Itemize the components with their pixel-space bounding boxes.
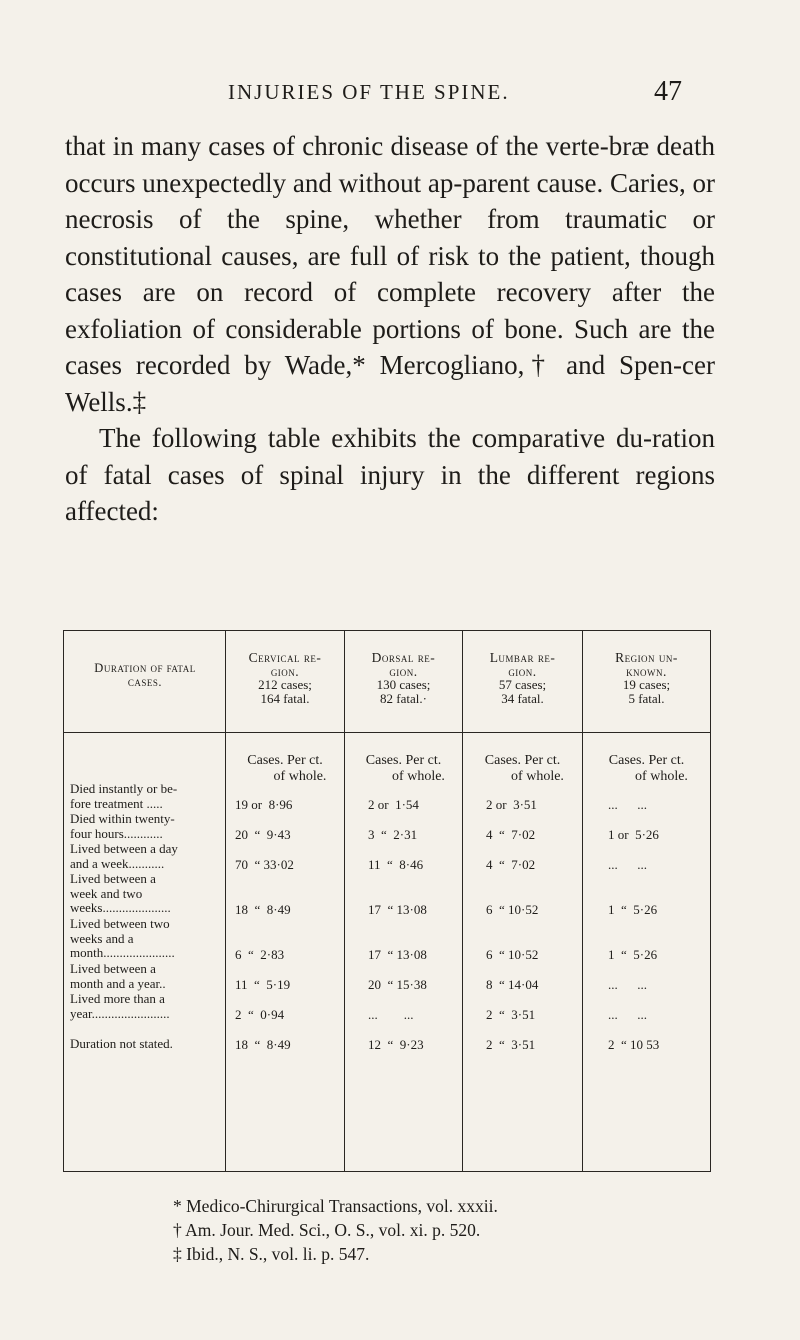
subheader-line: Cases. Per ct.	[484, 753, 561, 768]
header-line: 164 fatal.	[260, 691, 310, 706]
row-label-line: four hours............	[70, 825, 163, 841]
table-cell: 1 or 5·26	[608, 827, 659, 842]
subheader-line: Cases. Per ct.	[247, 753, 323, 768]
header-line: gion.	[389, 663, 418, 679]
row-label-line: and a week...........	[70, 855, 165, 871]
header-rule	[64, 732, 710, 733]
table-cell: 2 or 1·54	[368, 797, 419, 812]
table-cell: 18 “ 8·49	[235, 902, 291, 917]
unknown-region-header	[583, 651, 710, 706]
header-line: Cervical re-	[248, 650, 322, 665]
subheader-line: of whole.	[392, 769, 445, 784]
table-cell: 2 “ 10 53	[608, 1037, 660, 1052]
footnotes	[173, 1194, 498, 1266]
row-label	[70, 782, 224, 811]
page-number: 47	[654, 76, 682, 107]
table-cell: 70 “ 33·02	[235, 857, 294, 872]
subheader-line: Cases. Per ct.	[365, 753, 442, 768]
footnote-1: * Medico-Chirurgical Transactions, vol. xxxii.	[173, 1196, 498, 1216]
header-line: gion.	[508, 663, 537, 679]
table-cell: 6 “ 10·52	[486, 947, 539, 962]
header-line: known.	[626, 663, 667, 679]
column-rule	[225, 631, 226, 1171]
body-text	[65, 128, 715, 530]
duration-header-line: Duration of fatal	[94, 661, 196, 675]
row-label-line: week and two	[70, 885, 143, 901]
row-label-line: Died within twenty-	[70, 811, 175, 826]
running-title: INJURIES OF THE SPINE.	[228, 80, 510, 104]
column-rule	[582, 631, 583, 1171]
header-line: 130 cases;	[376, 677, 431, 692]
header-line: Dorsal re-	[371, 650, 436, 665]
header-line: 34 fatal.	[501, 691, 544, 706]
running-header	[0, 76, 800, 110]
row-label-line: Lived more than a	[70, 991, 165, 1006]
table-cell: 20 “ 9·43	[235, 827, 291, 842]
table-cell: ... ...	[608, 977, 647, 992]
table-cell: 6 “ 10·52	[486, 902, 539, 917]
subheader-line: of whole.	[635, 769, 688, 784]
table-cell: 2 “ 3·51	[486, 1037, 536, 1052]
table-cell: 2 “ 0·94	[235, 1007, 285, 1022]
cervical-header	[226, 651, 344, 706]
row-label-line: Lived between a day	[70, 841, 178, 856]
row-label-line: Lived between a	[70, 871, 156, 886]
table-cell: ... ...	[368, 1007, 414, 1022]
row-label-line: month and a year..	[70, 975, 166, 991]
row-label	[70, 842, 224, 871]
row-label	[70, 992, 224, 1021]
subheader	[226, 753, 344, 785]
subheader	[463, 753, 582, 785]
row-label-line: Duration not stated.	[70, 1036, 173, 1051]
table-cell: 8 “ 14·04	[486, 977, 539, 992]
table-cell: 2 “ 3·51	[486, 1007, 536, 1022]
paragraph-2: The following table exhibits the comparative du-ration of fatal cases of spinal injury in the different regions affected:	[65, 423, 715, 526]
row-label-line: year........................	[70, 1005, 170, 1021]
footnote-2: † Am. Jour. Med. Sci., O. S., vol. xi. p. 520.	[173, 1220, 481, 1240]
row-label-line: Died instantly or be-	[70, 781, 178, 796]
row-label	[70, 917, 224, 961]
column-rule	[344, 631, 345, 1171]
row-label-line: weeks and a	[70, 930, 134, 946]
header-line: 19 cases;	[622, 677, 671, 692]
header-line: Lumbar re-	[489, 650, 556, 665]
paragraph-1: that in many cases of chronic disease of the verte-bræ death occurs unexpectedly and without ap-parent cause. Caries, or necrosis of the spine, whether from traumatic or constitutional causes, are full of risk to the patient, though cases are on record of complete recovery after the exfoliation of considerable portions of bone. Such are the cases recorded by Wade,* Mercogliano,† and Spen-cer Wells.‡	[65, 131, 716, 417]
row-label-line: Lived between two	[70, 916, 170, 931]
table-cell: 19 or 8·96	[235, 797, 293, 812]
row-label-line: Lived between a	[70, 961, 156, 976]
table-cell: 6 “ 2·83	[235, 947, 285, 962]
subheader-line: Cases. Per ct.	[608, 753, 685, 768]
table-cell: 1 “ 5·26	[608, 947, 658, 962]
duration-table	[63, 630, 711, 1172]
subheader-line: of whole.	[273, 769, 327, 784]
header-line: Region un-	[615, 650, 678, 665]
row-label-line: weeks.....................	[70, 900, 171, 915]
table-cell: 17 “ 13·08	[368, 902, 427, 917]
table-cell: 2 or 3·51	[486, 797, 537, 812]
duration-header-line: cases.	[127, 675, 163, 689]
table-cell: 11 “ 8·46	[368, 857, 424, 872]
table-cell: 11 “ 5·19	[235, 977, 291, 992]
header-line: 57 cases;	[498, 677, 547, 692]
table-cell: 12 “ 9·23	[368, 1037, 424, 1052]
duration-header	[64, 661, 226, 689]
row-label	[70, 962, 224, 991]
table-cell: 18 “ 8·49	[235, 1037, 291, 1052]
lumbar-header	[463, 651, 582, 706]
table-cell: ... ...	[608, 1007, 647, 1022]
table-cell: ... ...	[608, 857, 647, 872]
row-label	[70, 872, 224, 916]
table-cell: 3 “ 2·31	[368, 827, 418, 842]
subheader-line: of whole.	[511, 769, 564, 784]
row-label-line: fore treatment .....	[70, 795, 163, 811]
header-line: 212 cases;	[258, 677, 312, 692]
table-cell: ... ...	[608, 797, 647, 812]
row-label	[70, 1037, 224, 1052]
row-label-line: month......................	[70, 945, 175, 960]
header-line: 82 fatal.·	[380, 691, 427, 706]
table-cell: 4 “ 7·02	[486, 827, 536, 842]
dorsal-header	[345, 651, 462, 706]
header-line: gion.	[270, 663, 300, 679]
subheader	[583, 753, 710, 785]
table-cell: 17 “ 13·08	[368, 947, 427, 962]
table-cell: 20 “ 15·38	[368, 977, 427, 992]
footnote-3: ‡ Ibid., N. S., vol. li. p. 547.	[173, 1244, 370, 1264]
subheader	[345, 753, 462, 785]
table-cell: 4 “ 7·02	[486, 857, 536, 872]
column-rule	[462, 631, 463, 1171]
table-cell: 1 “ 5·26	[608, 902, 658, 917]
row-label	[70, 812, 224, 841]
header-line: 5 fatal.	[628, 691, 665, 706]
